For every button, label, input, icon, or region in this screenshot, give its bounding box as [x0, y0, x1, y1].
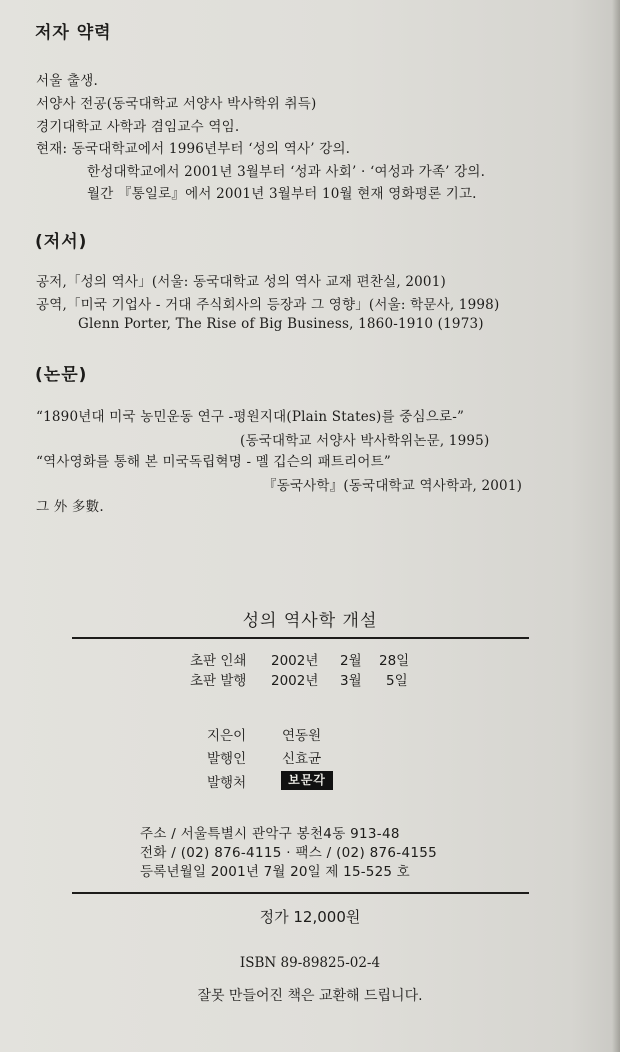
book-line: 공저,「성의 역사」(서울: 동국대학교 성의 역사 교재 편찬실, 2001) — [36, 274, 446, 290]
profile-line: 경기대학교 사학과 겸임교수 역임. — [36, 119, 240, 135]
publisher-label: 발행인 — [207, 751, 247, 767]
paper-line: (동국대학교 서양사 박사학위논문, 1995) — [240, 433, 490, 449]
print-year: 2002년 — [271, 653, 319, 669]
colophon-bottom-rule — [72, 892, 529, 894]
page-edge-shadow — [612, 0, 620, 1052]
profile-line: 서울 출생. — [36, 73, 98, 89]
phone-fax: 전화 / (02) 876-4115 · 팩스 / (02) 876-4155 — [140, 845, 437, 861]
profile-line: 서양사 전공(동국대학교 서양사 박사학위 취득) — [36, 96, 317, 112]
publisher-name: 신효균 — [282, 751, 322, 767]
print-label: 초판 인쇄 — [190, 653, 247, 669]
author-label: 지은이 — [207, 728, 247, 744]
print-day: 28일 — [379, 653, 410, 669]
price: 정가 12,000원 — [259, 908, 361, 926]
papers-heading: (논문) — [35, 365, 88, 385]
paper-line: “1890년대 미국 농민운동 연구 -평원지대(Plain States)를 중심으로-” — [36, 409, 465, 425]
book-line: 공역,「미국 기업사 - 거대 주식회사의 등장과 그 영향」(서울: 학문사, 1998) — [36, 297, 500, 313]
publish-day: 5일 — [386, 673, 408, 689]
colophon-title: 성의 역사학 개설 — [242, 611, 378, 631]
colophon-top-rule — [72, 637, 529, 639]
book-line: Glenn Porter, The Rise of Big Business, 1860-1910 (1973) — [78, 316, 484, 332]
publish-month: 3월 — [340, 673, 362, 689]
address: 주소 / 서울특별시 관악구 봉천4동 913-48 — [140, 826, 400, 842]
publish-year: 2002년 — [271, 673, 319, 689]
profile-heading: 저자 약력 — [35, 23, 112, 43]
books-heading: (저서) — [35, 232, 88, 252]
profile-line: 월간 『통일로』에서 2001년 3월부터 10월 현재 영화평론 기고. — [87, 186, 477, 202]
publish-label: 초판 발행 — [190, 673, 247, 689]
print-month: 2월 — [340, 653, 362, 669]
exchange-notice: 잘못 만들어진 책은 교환해 드립니다. — [197, 988, 423, 1004]
profile-line: 현재: 동국대학교에서 1996년부터 ‘성의 역사’ 강의. — [36, 141, 351, 157]
paper-line: 『동국사학』(동국대학교 역사학과, 2001) — [263, 478, 523, 494]
house-label: 발행처 — [207, 775, 247, 791]
author-name: 연동원 — [282, 728, 322, 744]
isbn: ISBN 89-89825-02-4 — [239, 955, 381, 971]
profile-line: 한성대학교에서 2001년 3월부터 ‘성과 사회’ · ‘여성과 가족’ 강의. — [87, 164, 486, 180]
publisher-logo: 보문각 — [281, 771, 333, 790]
paper-line: “역사영화를 통해 본 미국독립혁명 - 멜 깁슨의 패트리어트” — [36, 454, 391, 470]
registration: 등록년월일 2001년 7월 20일 제 15-525 호 — [140, 864, 410, 880]
paper-line: 그 外 多數. — [36, 499, 104, 515]
